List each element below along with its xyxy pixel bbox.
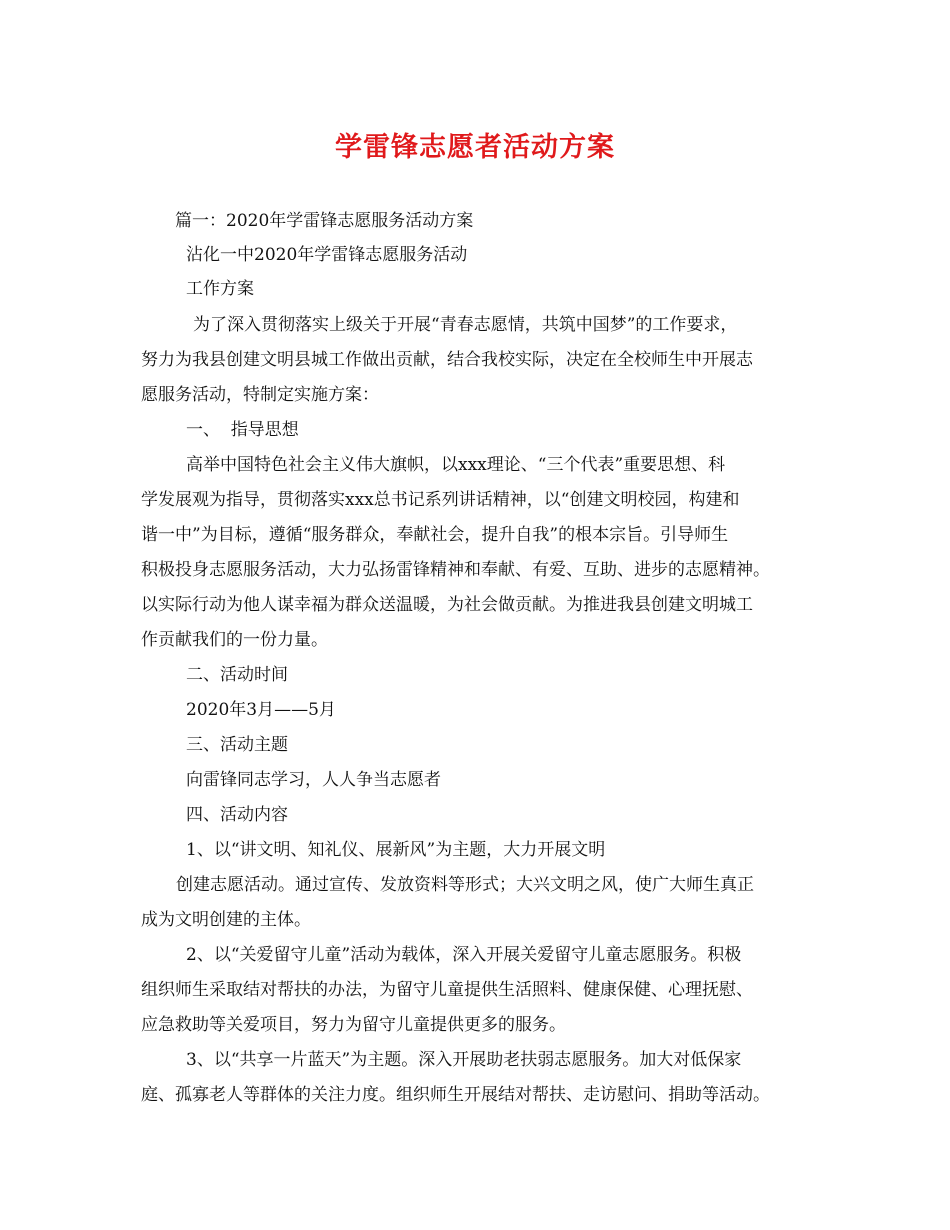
paragraph-line: 创建志愿活动。通过宣传、发放资料等形式；大兴文明之风，使广大师生真正 — [176, 875, 754, 895]
section-heading: 一、 指导思想 — [186, 420, 299, 440]
section-heading-part1: 篇一：2020年学雷锋志愿服务活动方案 — [175, 211, 474, 231]
paragraph-line: 2020年3月——5月 — [186, 700, 336, 720]
paragraph-line: 1、以“讲文明、知礼仪、展新风”为主题，大力开展文明 — [186, 840, 606, 860]
paragraph-line: 向雷锋同志学习，人人争当志愿者 — [186, 770, 441, 790]
section-heading: 二、活动时间 — [186, 665, 288, 685]
paragraph-line: 以实际行动为他人谋幸福为群众送温暖，为社会做贡献。为推进我县创建文明城工 — [141, 595, 753, 615]
paragraph-line: 成为文明创建的主体。 — [141, 910, 311, 930]
paragraph-line: 学发展观为指导，贯彻落实xxx总书记系列讲话精神，以“创建文明校园，构建和 — [141, 490, 740, 510]
paragraph-line: 努力为我县创建文明县城工作做出贡献，结合我校实际，决定在全校师生中开展志 — [141, 350, 753, 370]
paragraph-line: 2、以“关爱留守儿童”活动为载体，深入开展关爱留守儿童志愿服务。积极 — [186, 945, 742, 965]
paragraph-line: 高举中国特色社会主义伟大旗帜，以xxx理论、“三个代表”重要思想、科 — [186, 455, 726, 475]
subtitle-line: 工作方案 — [186, 279, 254, 299]
paragraph-line: 谐一中”为目标，遵循“服务群众，奉献社会，提升自我”的根本宗旨。引导师生 — [141, 525, 729, 545]
paragraph-line: 愿服务活动，特制定实施方案： — [141, 385, 379, 405]
paragraph-line: 作贡献我们的一份力量。 — [141, 630, 328, 650]
paragraph-line: 为了深入贯彻落实上级关于开展“青春志愿情，共筑中国梦”的工作要求， — [193, 315, 738, 335]
paragraph-line: 庭、孤寡老人等群体的关注力度。组织师生开展结对帮扶、走访慰问、捐助等活动。 — [141, 1085, 770, 1105]
paragraph-line: 3、以“共享一片蓝天”为主题。深入开展助老扶弱志愿服务。加大对低保家 — [186, 1050, 742, 1070]
paragraph-line: 组织师生采取结对帮扶的办法，为留守儿童提供生活照料、健康保健、心理抚慰、 — [141, 980, 753, 1000]
paragraph-line: 积极投身志愿服务活动，大力弘扬雷锋精神和奉献、有爱、互助、进步的志愿精神。 — [141, 560, 770, 580]
document-title: 学雷锋志愿者活动方案 — [335, 132, 615, 163]
section-heading: 三、活动主题 — [186, 735, 288, 755]
paragraph-line: 应急救助等关爱项目，努力为留守儿童提供更多的服务。 — [141, 1015, 566, 1035]
section-heading: 四、活动内容 — [186, 805, 288, 825]
subtitle-line: 沾化一中2020年学雷锋志愿服务活动 — [186, 245, 468, 265]
